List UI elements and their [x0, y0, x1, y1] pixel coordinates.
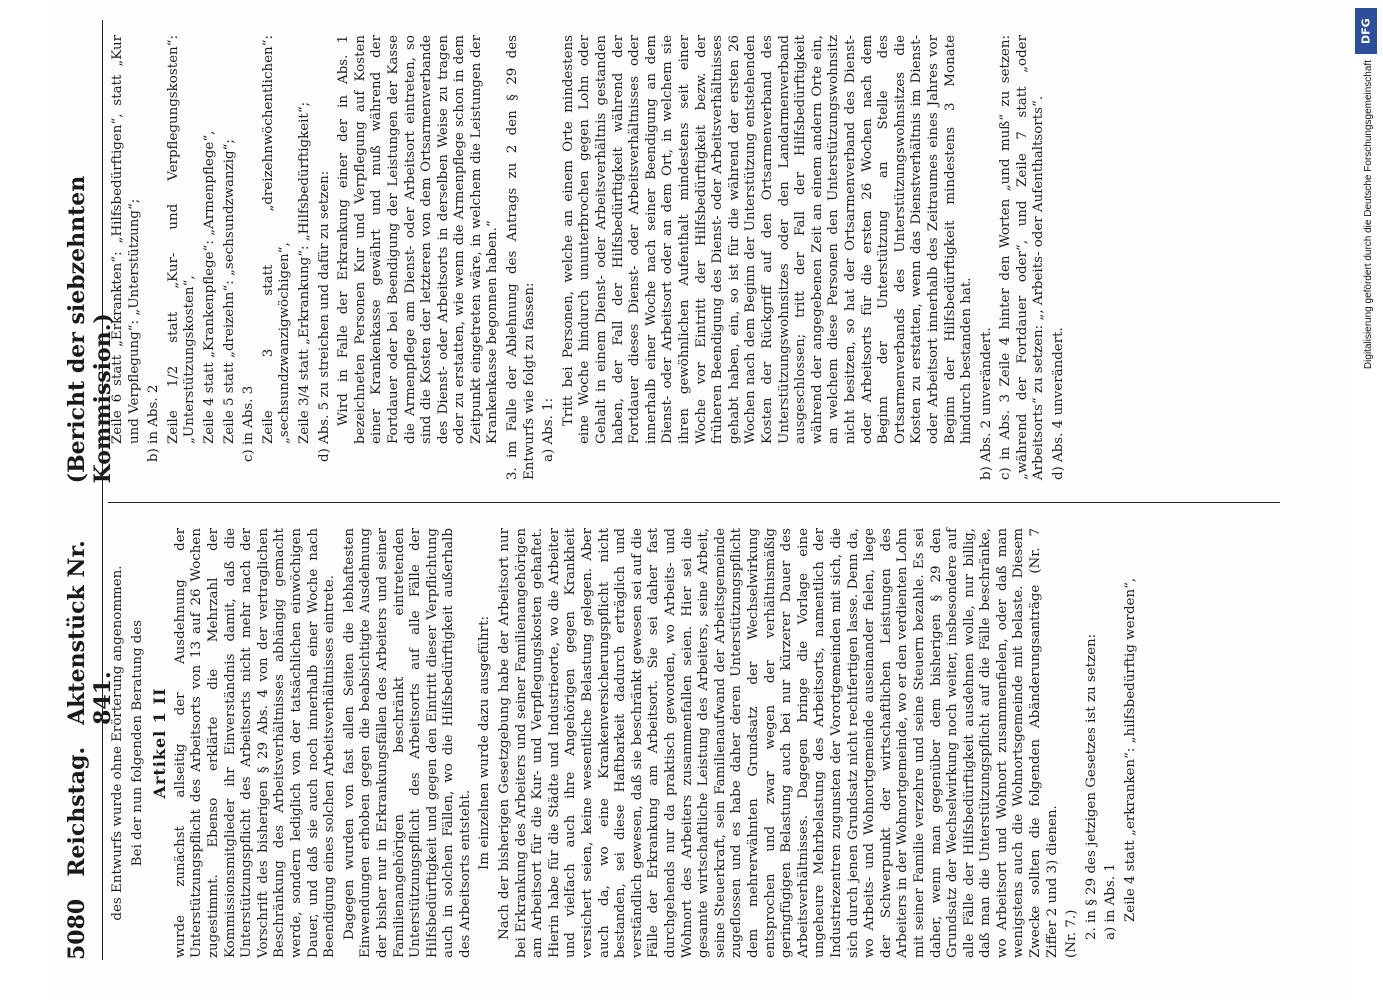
page-number: 5080 [64, 898, 90, 960]
paragraph: Zeile 4 statt „erkranken“: „hilfsbedürftig werden“, [1123, 577, 1139, 922]
paragraph: Zeile 6 statt „Erkrankten“: „Hilfsbedürftigen“, statt „Kur und Verpflegung“: „Unterstützung“; [110, 35, 142, 444]
paragraph: Zeile 4 statt „Krankenpflege“: „Armenpflege“, [201, 130, 217, 444]
paragraph: 3. im Falle der Ablehnung des Antrags zu 2 den § 29 des Entwurfs wie folgt zu fassen: [505, 35, 537, 480]
paragraph: Zeile 3/4 statt „Erkrankung“: „Hilfsbedürftigkeit“; [296, 101, 312, 444]
intro-text: des Entwurfs wurde ohne Erörterung angenommen. [110, 565, 125, 921]
header-doc-number: Aktenstück Nr. 841. [64, 540, 116, 725]
intro-text-2: Bei der nun folgenden Beratung des [129, 619, 145, 867]
paragraph: c) in Abs. 3 [241, 385, 257, 462]
column-divider [108, 502, 1280, 503]
paragraph: Zeile 3 statt „dreizehnwöchentlichen“: „sechsundzwanzigwöchigen“, [260, 35, 293, 444]
scanned-page [50, 0, 1350, 1000]
left-column [110, 528, 1143, 958]
page-header [64, 20, 116, 960]
header-right-title: (Bericht der siebzehnten Kommission.) [64, 175, 116, 484]
paragraph: b) Abs. 2 unverändert. [978, 327, 994, 480]
paragraph: wurde zunächst allseitig der Ausdehnung der Unterstützungspflicht des Arbeitsorts von 13 auf 26 Wochen zugestimmt. Ebenso erklärte die Mehrzahl der Kommissionsmitglieder ihr Einverständnis damit, daß die Unterstützungspflicht des Arbeitsorts nicht mehr nach der Vorschrift des bisherigen § 29 Abs. 4 von der vertraglichen Beschränkung des Arbeitsverhältnisses abhängig gemacht werde, sondern lediglich von der tatsächlichen einwöchigen Dauer, und daß sie auch noch innerhalb einer Woche nach Beendigung eines solchen Arbeitsverhältnisses eintrete. [172, 528, 338, 958]
paragraph: Zeile 5 statt „dreizehn“: „sechsundzwanzig“; [221, 139, 237, 444]
paragraph: Wird in Falle der Erkrankung einer der in Abs. 1 bezeichneten Personen Kur und Verpflegung auf Kosten einer Krankenkasse gewährt und muß während der Fortdauer oder bei Beendigung der Leistungen der Kasse die Armenpflege am Dienst- oder Arbeitsort eintreten, so sind die Kosten der letzteren von dem Ortsarmenverbande des Dienst- oder Arbeitsorts in derselben Weise zu tragen oder zu erstatten, wie wenn die Armenpflege schon in dem Zeitpunkt eingetreten wäre, in welchem die Leistungen der Krankenkasse begonnen haben.“ [336, 35, 501, 444]
dfg-logo-icon: DFG [1355, 8, 1377, 54]
right-column [110, 35, 1071, 480]
paragraph: Dagegen wurden von fast allen Seiten die lebhaftesten Einwendungen erhoben gegen die beabsichtigte Ausdehnung der bisher nur in Erkrankungsfällen des Arbeiters und seiner Familienangehörigen beschränkt eintretenden Unterstützungspflicht des Arbeitsorts auf alle Fälle der Hilfsbedürftigkeit und gegen den Eintritt dieser Verpflichtung auch in solchen Fällen, wo die Hilfsbedürftigkeit außerhalb des Arbeitsorts entsteht. [341, 528, 473, 958]
paragraph: b) in Abs. 2 [146, 384, 162, 462]
article-heading: Artikel 1 II [150, 687, 170, 799]
funding-credit: Digitalisierung gefördert durch die Deutsche Forschungsgemeinschaft [1363, 60, 1374, 370]
paragraph: Zeile 1/2 statt „Kur- und Verpflegungskosten“: „Unterstützungskosten“, [165, 35, 198, 444]
paragraph: (Nr. 7.) [1064, 909, 1080, 958]
paragraph: 2. in § 29 des jetzigen Gesetzes ist zu setzen: [1083, 633, 1099, 940]
header-left-title: Reichstag. [64, 746, 90, 877]
paragraph: a) in Abs. 1 [1103, 863, 1119, 940]
paragraph: a) Abs. 1: [541, 397, 557, 462]
paragraph: c) in Abs. 3 Zeile 4 hinter den Worten „und muß“ zu setzen: „während der Fortdauer oder“, und Zeile 7 statt „oder Arbeitsorts“ zu setzen: „, Arbeits- oder Aufenthaltsorts“. [998, 35, 1047, 480]
paragraph: Tritt bei Personen, welche an einem Orte mindestens eine Woche hindurch ununterbrochen gegen Lohn oder Gehalt in einem Dienst- oder Arbeitsverhältnis gestanden haben, der Fall der Hilfsbedürftigkeit während der Fortdauer dieses Dienst- oder Arbeitsverhältnisses oder innerhalb einer Woche nach seiner Beendigung an dem Dienst- oder Arbeitsort oder an dem Ort, in welchem sie ihren gewöhnlichen Aufenthalt mindestens seit einer Woche vor Eintritt der Hilfsbedürftigkeit bezw. der früheren Beendigung des Dienst- oder Arbeitsverhältnisses gehabt haben, ein, so ist für die während der ersten 26 Wochen nach dem Beginn der Unterstützung entstehenden Kosten der Rückgriff auf den Ortsarmenverband des Unterstützungswohnsitzes oder den Landarmenverband ausgeschlossen; tritt der Fall der Hilfsbedürftigkeit während der angegebenen Zeit an einem andern Orte ein, an welchem diese Personen den Unterstützungswohnsitz nicht besitzen, so hat der Ortsarmenverband des Dienst- oder Arbeitsorts für die ersten 26 Wochen nach dem Beginn der Unterstützung an Stelle des Ortsarmenverbands des Unterstützungswohnsitzes die Kosten zu erstatten, wenn das Dienstverhältnis im Dienst- oder Arbeitsort innerhalb des Zeitraumes eines Jahres vor Beginn der Hilfsbedürftigkeit mindestens 3 Monate hindurch bestanden hat. [560, 35, 975, 444]
paragraph: d) Abs. 5 zu streichen und dafür zu setzen: [316, 170, 332, 462]
header-rule [102, 20, 103, 960]
paragraph: Nach der bisherigen Gesetzgebung habe der Arbeitsort nur bei Erkrankung des Arbeiters und seiner Familienangehörigen am Arbeitsort für die Kur- und Verpflegungskosten gehaftet. Hierin habe für die Städte und Industrieorte, wo die Arbeiter und vielfach auch ihre Angehörigen gegen Krankheit versichert seien, keine wesentliche Belastung gelegen. Aber auch da, wo eine Krankenversicherungspflicht nicht bestanden, sei diese Haftbarkeit dadurch erträglich und verständlich gewesen, daß sie beschränkt gewesen sei auf die Fälle der Erkrankung am Arbeitsort. Sie sei daher fast durchgehends nur da praktisch geworden, wo Arbeits- und Wohnort des Arbeiters zusammenfallen seien. Hier sei die gesamte wirtschaftliche Leistung des Arbeiters, seine Arbeit, seine Steuerkraft, sein Familienaufwand der Arbeitsgemeinde zugeflossen und es habe daher deren Unterstützungspflicht dem mehrerwähnten Grundsatz der Wechselwirkung entsprochen und zwar wegen der verhältnismäßig geringfügigen Belastung auch bei nur kürzerer Dauer des Arbeitsverhältnisses. Dagegen bringe die Vorlage eine ungeheure Mehrbelastung des Arbeitsorts, namentlich der Industriezentren zugunsten der Vorortgemeinden mit sich, die sich durch jenen Grundsatz nicht rechtfertigen lasse. Denn da, wo Arbeits- und Wohnortgemeinde auseinander fielen, liege der Schwerpunkt der wirtschaftlichen Leistungen des Arbeiters in der Wohnortgemeinde, wo er den verdienten Lohn mit seiner Familie verzehre und seine Steuern bezahle. Es sei daher, wenn man gegenüber dem bisherigen § 29 den Grundsatz der Wechselwirkung noch weiter, insbesondere auf alle Fälle der Hilfsbedürftigkeit ausdehnen wolle, nur billig, daß man die Unterstützungspflicht auf die Fälle beschränke, wo Arbeitsort und Wohnort zusammenfielen, oder daß man wenigstens auch die Wohnortsgemeinde mit belaste. Diesem Zwecke sollten die folgenden Abänderungsanträge (Nr. 7 Ziffer 2 und 3) dienen. [497, 528, 1060, 958]
paragraph: Im einzelnen wurde dazu ausgeführt: [477, 616, 493, 870]
paragraph: d) Abs. 4 unverändert. [1051, 327, 1067, 480]
